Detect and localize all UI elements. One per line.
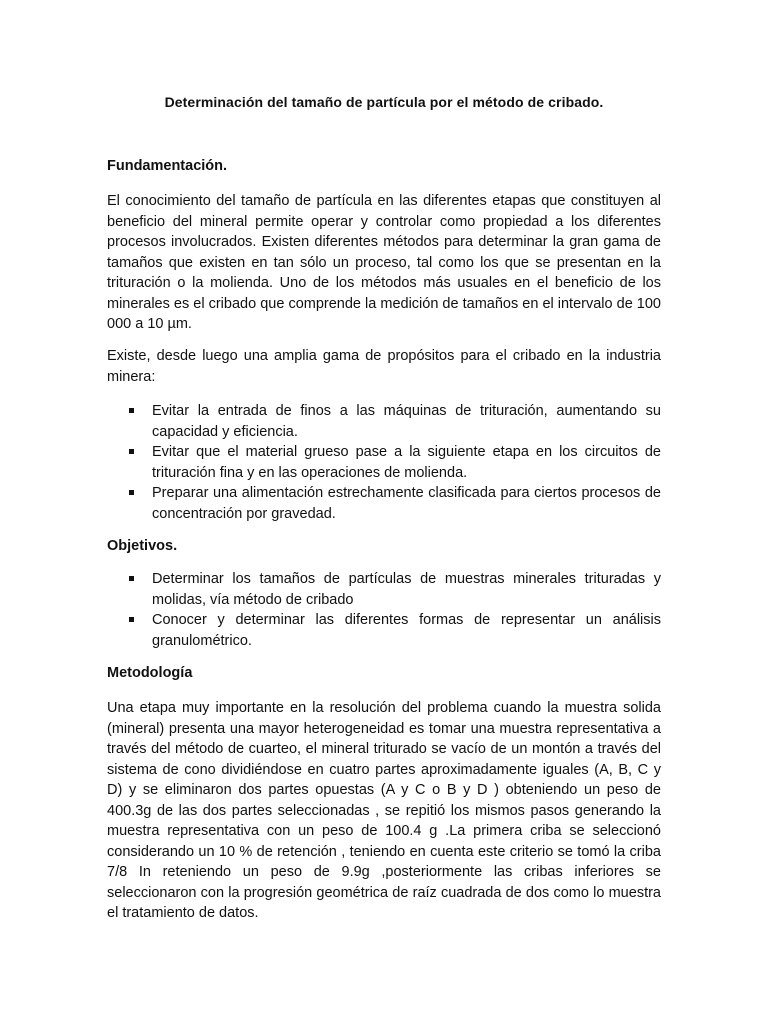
fundamentacion-paragraph-1: El conocimiento del tamaño de partícula en las diferentes etapas que constituyen al beneficio del mineral permite operar y controlar como propiedad a los diferentes procesos involucrados. Existen diferentes métodos para determinar la gran gama de tamaños que existen en tan sólo un proceso, tal como los que se presentan en la trituración o la molienda. Uno de los métodos más usuales en el beneficio de los minerales es el cribado que comprende la medición de tamaños en el intervalo de 100 000 a 10 µm. xyxy=(107,193,661,332)
objetivos-bullets-block xyxy=(107,569,661,651)
metodologia-heading: Metodología xyxy=(107,665,193,681)
bullet-icon xyxy=(129,449,134,454)
bullet-text: Conocer y determinar las diferentes formas de representar un análisis granulométrico. xyxy=(152,612,661,649)
bullet-icon xyxy=(129,490,134,495)
objetivos-section xyxy=(107,536,661,557)
metodologia-paragraph: Una etapa muy importante en la resolución del problema cuando la muestra solida (mineral) presenta una mayor heterogeneidad es tomar una muestra representativa a través del método de cuarteo, el mineral triturado se vacío de un montón a través del sistema de cono dividiéndose en cuatro partes aproximadamente iguales (A, B, C y D) y se eliminaron dos partes opuestas (A y C o B y D ) obteniendo un peso de 400.3g de las dos partes seleccionadas , se repitió los mismos pasos generando la muestra representativa con un peso de 100.4 g .La primera criba se seleccionó considerando un 10 % de retención , teniendo en cuenta este criterio se tomó la criba 7/8 In reteniendo un peso de 9.9g ,posteriormente las cribas inferiores se seleccionaron con la progresión geométrica de raíz cuadrada de dos como lo muestra el tratamiento de datos. xyxy=(107,700,661,921)
list-item xyxy=(107,401,661,442)
list-item xyxy=(107,442,661,483)
fundamentacion-bullet-list xyxy=(107,401,661,524)
fundamentacion-heading: Fundamentación. xyxy=(107,158,228,174)
list-item xyxy=(107,610,661,651)
bullet-text: Evitar la entrada de finos a las máquinas de trituración, aumentando su capacidad y eficiencia. xyxy=(152,403,661,440)
fundamentacion-paragraph-1-block xyxy=(107,191,661,335)
bullet-icon xyxy=(129,408,134,413)
bullet-text: Preparar una alimentación estrechamente clasificada para ciertos procesos de concentración por gravedad. xyxy=(152,485,661,522)
bullet-text: Determinar los tamaños de partículas de muestras minerales trituradas y molidas, vía método de cribado xyxy=(152,571,661,608)
metodologia-paragraph-block xyxy=(107,698,661,924)
fundamentacion-paragraph-2-block xyxy=(107,346,661,387)
objetivos-heading: Objetivos. xyxy=(107,538,178,554)
fundamentacion-bullets-block xyxy=(107,401,661,524)
bullet-text: Evitar que el material grueso pase a la siguiente etapa en los circuitos de trituración fina y en las operaciones de molienda. xyxy=(152,444,661,481)
list-item xyxy=(107,483,661,524)
bullet-icon xyxy=(129,576,134,581)
fundamentacion-section xyxy=(107,156,661,177)
fundamentacion-paragraph-2: Existe, desde luego una amplia gama de propósitos para el cribado en la industria minera: xyxy=(107,348,661,385)
document-title: Determinación del tamaño de partícula por el método de cribado. xyxy=(164,94,604,110)
objetivos-bullet-list xyxy=(107,569,661,651)
metodologia-section xyxy=(107,663,661,684)
list-item xyxy=(107,569,661,610)
bullet-icon xyxy=(129,617,134,622)
